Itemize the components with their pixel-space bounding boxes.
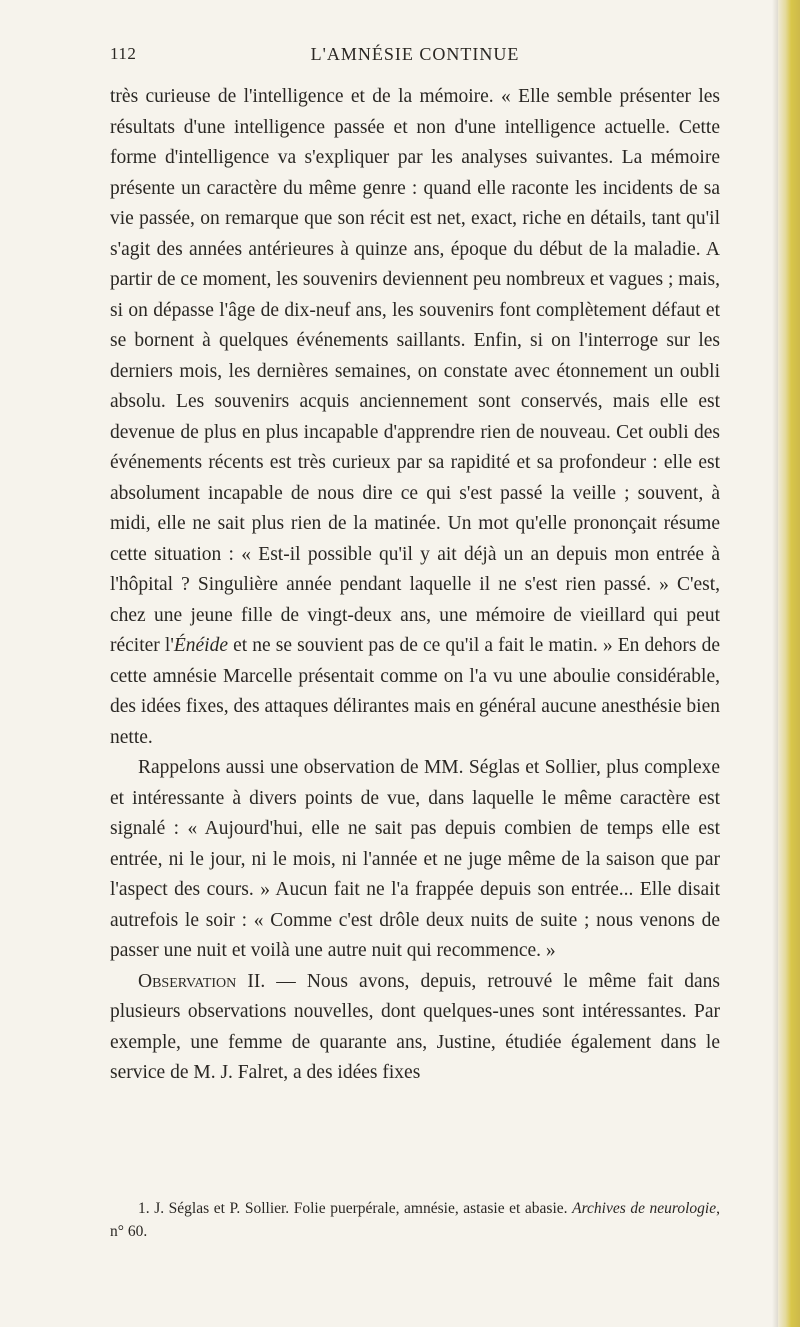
paragraph: Rappelons aussi une observation de MM. Séglas et Sollier, plus complexe et intéressante à divers points de vue, dans laquelle le même caractère est signalé : « Aujourd'hui, elle ne sait pas depuis combien de temps elle est entrée, ni le jour, ni le mois, ni l'année et ne juge même de la saison que par l'aspect des cours. » Aucun fait ne l'a frappée depuis son entrée... Elle disait autrefois le soir : « Comme c'est drôle deux nuits de suite ; nous venons de passer une nuit et voilà une autre nuit qui recommence. » <box>110 757 720 961</box>
paragraph: Observation II. — Nous avons, depuis, retrouvé le même fait dans plusieurs observations nouvelles, dont quelques-unes sont intéressantes. Par exemple, une femme de quarante ans, Justine, étudiée également dans le service de M. J. Falret, a des idées fixes <box>110 970 720 1083</box>
footnote-text: 1. J. Séglas et P. Sollier. Folie puerpérale, amnésie, astasie et abasie. Archives de neurologie, n° 60. <box>110 1200 720 1240</box>
body-text <box>110 82 720 1089</box>
page-edge <box>778 0 800 1327</box>
observation-heading: Observation II. <box>138 970 266 992</box>
page-number: 112 <box>110 44 137 63</box>
paragraph: très curieuse de l'intelligence et de la mémoire. « Elle semble présenter les résultats d'une intelligence passée et non d'une intelligence actuelle. Cette forme d'intelligence va s'expliquer par les analyses suivantes. La mémoire présente un caractère du même genre : quand elle raconte les incidents de sa vie passée, on remarque que son récit est net, exact, riche en détails, tant qu'il s'agit des années antérieures à quinze ans, époque du début de la maladie. A partir de ce moment, les souvenirs deviennent peu nombreux et vagues ; mais, si on dépasse l'âge de dix-neuf ans, les souvenirs font complètement défaut et se bornent à quelques événements saillants. Enfin, si on l'interroge sur les derniers mois, les dernières semaines, on constate avec étonnement un oubli absolu. Les souvenirs acquis anciennement sont conservés, mais elle est devenue de plus en plus incapable d'apprendre rien de nouveau. Cet oubli des événements récents est très curieux par sa rapidité et sa profondeur : elle est absolument incapable de nous dire ce qui s'est passé la veille ; souvent, à midi, elle ne sait plus rien de la matinée. Un mot qu'elle prononçait résume cette situation : « Est-il possible qu'il y ait déjà un an depuis mon entrée à l'hôpital ? Singulière année pendant laquelle il ne s'est rien passé. » C'est, chez une jeune fille de vingt-deux ans, une mémoire de vieillard qui peut réciter l'Énéide et ne se souvient pas de ce qu'il a fait le matin. » En dehors de cette amnésie Marcelle présentait comme on l'a vu une aboulie considérable, des idées fixes, des attaques délirantes mais en général aucune anesthésie bien nette. <box>110 86 720 748</box>
page-header <box>110 44 720 70</box>
work-title: Énéide <box>173 635 228 656</box>
footnote <box>110 1197 720 1243</box>
journal-title: Archives de neurologie <box>572 1200 717 1217</box>
running-title: L'AMNÉSIE CONTINUE <box>310 44 520 64</box>
